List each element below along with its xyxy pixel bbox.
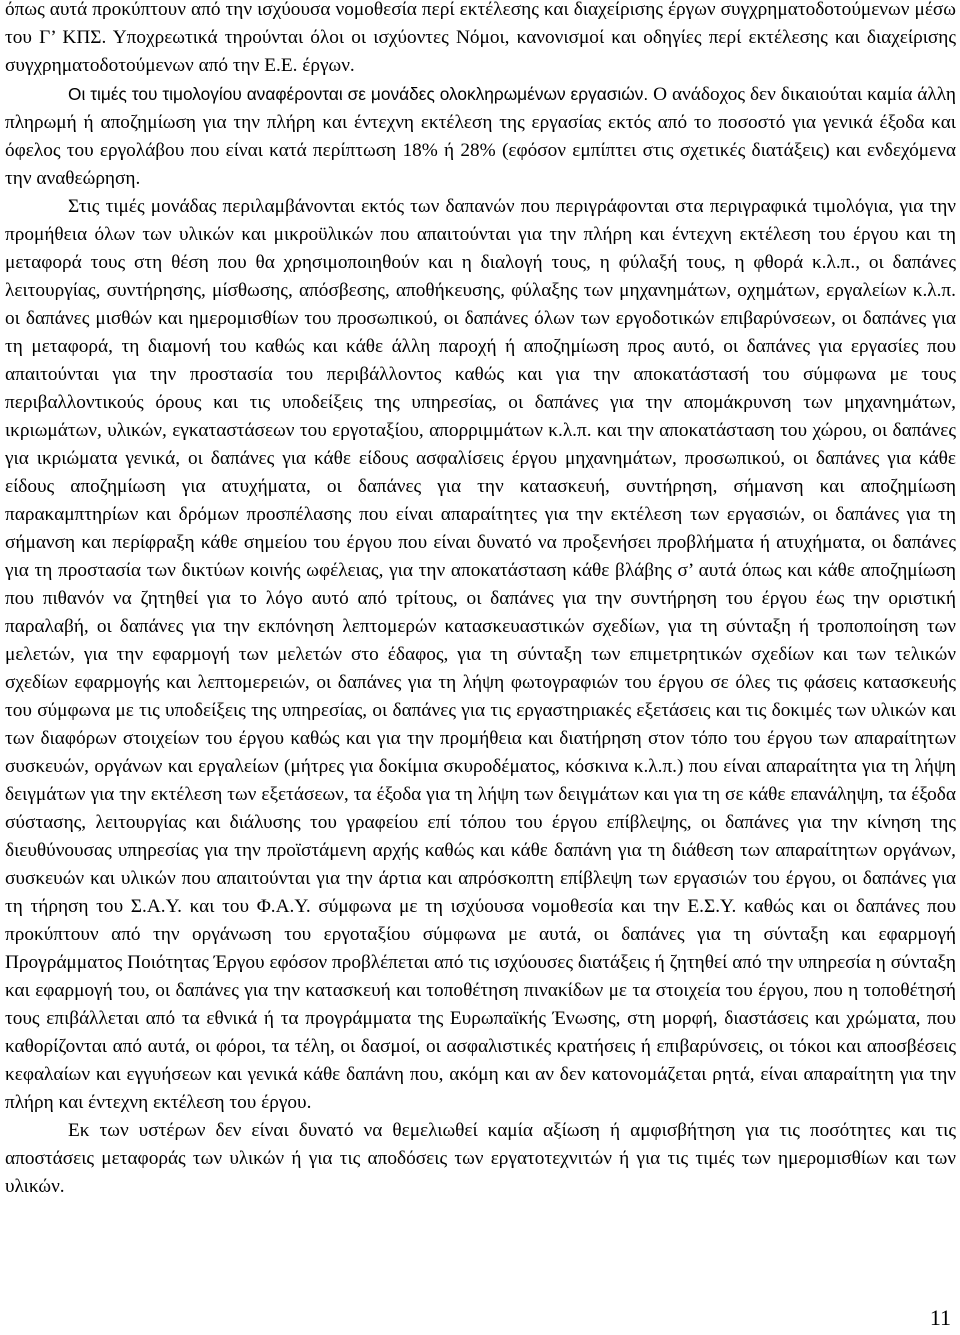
- page-number: 11: [929, 1305, 951, 1330]
- prices-statement: Οι τιμές του τιμολογίου αναφέρονται σε μονάδες ολοκληρωμένων εργασιών.: [68, 84, 649, 104]
- subsequent-claims-paragraph: Εκ των υστέρων δεν είναι δυνατό να θεμελιωθεί καμία αξίωση ή αμφισβήτηση για τις ποσότητες και τις αποστάσεις μεταφοράς των υλικών ή για τις αποδόσεις των εργατοτεχνιτών ή για τις τιμές των ημερομισθίων και των υλικών.: [5, 1120, 956, 1197]
- contractor-payment-text: Ο ανάδοχος δεν δικαιούται καμία άλλη πληρωμή ή αποζημίωση για την πλήρη και έντεχνη εκτέλεση της εργασίας εκτός από το ποσοστό για γενικά έξοδα και όφελος του εργολάβου που είναι κατά περίπτωση 18% ή 28% (εφόσον εμπίπτει στις σχετικές διατάξεις) και ενδεχόμενα την αναθεώρηση.: [5, 84, 956, 189]
- unit-prices-paragraph: Στις τιμές μονάδας περιλαμβάνονται εκτός των δαπανών που περιγράφονται στα περιγραφικά τιμολόγια, για την προμήθεια όλων των υλικών και μικροϋλικών που απαιτούνται για την πλήρη και έντεχνη εκτέλεση του έργου και τη μεταφορά τους στη θέση που θα χρησιμοποιηθούν και η διαλογή τους, η φύλαξή τους, η φθορά κ.λ.π., οι δαπάνες λειτουργίας, συντήρησης, μίσθωσης, απόσβεσης, αποθήκευσης, φύλαξης των μηχανημάτων, οχημάτων, εργαλείων κ.λ.π. οι δαπάνες μισθών και ημερομισθίων του προσωπικού, οι δαπάνες όλων των εργοδοτικών επιβαρύνσεων, οι δαπάνες για τη μεταφορά, τη διαμονή του καθώς και κάθε άλλη παροχή ή αποζημίωση προς αυτό, οι δαπάνες για εργασίες που απαιτούνται για την προστασία του περιβάλλοντος καθώς και για την αποκατάστασή του σύμφωνα με τους περιβαλλοντικούς όρους και τις υποδείξεις της υπηρεσίας, οι δαπάνες για την απομάκρυνση των μηχανημάτων, ικριωμάτων, υλικών, εγκαταστάσεων του εργοταξίου, απορριμμάτων κ.λ.π. και την αποκατάσταση του χώρου, οι δαπάνες για ικριώματα γενικά, οι δαπάνες για κάθε είδους ασφαλίσεις έργου μηχανημάτων, προσωπικού, οι δαπάνες για κάθε είδους αποζημίωση για ατυχήματα, οι δαπάνες για την κατασκευή, συντήρηση, σήμανση και αποζημίωση παρακαμπτηρίων και δρόμων προσπέλασης που είναι απαραίτητες για την εκτέλεση των εργασιών, οι δαπάνες για τη σήμανση και περίφραξη κάθε σημείου του έργου που είναι δυνατό να προξενήσει προβλήματα ή ατυχήματα, οι δαπάνες για τη προστασία των δικτύων κοινής ωφέλειας, για την αποκατάσταση κάθε βλάβης σ’ αυτά όπως και κάθε αποζημίωση που πιθανόν να ζητηθεί για το λόγο αυτό από τρίτους, οι δαπάνες για την συντήρηση του έργου έως την οριστική παραλαβή, οι δαπάνες για την εκπόνηση λεπτομερών κατασκευαστικών σχεδίων, για τη σύνταξη ή τροποποίηση των μελετών, για την εφαρμογή των μελετών στο έδαφος, για τη σύνταξη των επιμετρητικών σχεδίων και των τελικών σχεδίων εφαρμογής και λεπτομερειών, οι δαπάνες για τη λήψη φωτογραφιών του έργου σε όλες τις φάσεις κατασκευής του σύμφωνα με τις υποδείξεις της υπηρεσίας, οι δαπάνες για τις εργαστηριακές εξετάσεις και τις δοκιμές των υλικών και των διαφόρων στοιχείων του έργου καθώς και για την προμήθεια και διατήρηση στον τόπο του έργου των απαραίτητων συσκευών, οργάνων και εργαλείων (μήτρες για δοκίμια σκυροδέματος, κόσκινα κ.λ.π.) που είναι απαραίτητα για τη λήψη δειγμάτων για την εκτέλεση των εξετάσεων, τα έξοδα για τη λήψη των δειγμάτων και για τη σε κάθε επανάληψη, τα έξοδα σύστασης, λειτουργίας και διάλυσης του γραφείου επί τόπου του έργου επίβλεψης, οι δαπάνες για την κίνηση της διευθύνουσας υπηρεσίας για την προϊστάμενη αρχής καθώς και κάθε δαπάνη για τη διάθεση των απαραίτητων οργάνων, συσκευών και υλικών που απαιτούνται για την άρτια και απρόσκοπτη επίβλεψη των εργασιών του έργου, οι δαπάνες για τη τήρηση του Σ.Α.Υ. και του Φ.Α.Υ. σύμφωνα με τη ισχύουσα νομοθεσία και την Ε.Σ.Υ. καθώς και οι δαπάνες που προκύπτουν από την οργάνωση του εργοταξίου σύμφωνα με αυτά, οι δαπάνες για τη σύνταξη και εφαρμογή Προγράμματος Ποιότητας Έργου εφόσον προβλέπεται από τις ισχύουσες διατάξεις ή ζητηθεί από την υπηρεσία η σύνταξη και εφαρμογή του, οι δαπάνες για την κατασκευή και τοποθέτηση πινακίδων με τα στοιχεία του έργου, που η τοποθέτησή τους επιβάλλεται από τα εθνικά ή τα προγράμματα της Ευρωπαϊκής Ένωσης, στη μορφή, διαστάσεις και χρώματα, που καθορίζονται από αυτά, οι φόροι, τα τέλη, οι δασμοί, οι ασφαλιστικές κρατήσεις ή επιβαρύνσεις, οι τόκοι και αποσβέσεις κεφαλαίων και εγγυήσεων και γενικά κάθε δαπάνη που, ακόμη και αν δεν κατονομάζεται ρητά, είναι απαραίτητη για την πλήρη και έντεχνη εκτέλεση του έργου.: [5, 196, 956, 1113]
- prices-paragraph: [5, 80, 956, 193]
- intro-paragraph: όπως αυτά προκύπτουν από την ισχύουσα νομοθεσία περί εκτέλεσης και διαχείρισης έργων συγχρηματοδοτούμενων μέσω του Γ’ ΚΠΣ. Υποχρεωτικά τηρούνται όλοι οι ισχύοντες Νόμοι, κανονισμοί και οδηγίες περί εκτέλεσης και διαχείρισης συγχρηματοδοτούμενων από την Ε.Ε. έργων.: [5, 0, 956, 76]
- document-body: [5, 0, 956, 1201]
